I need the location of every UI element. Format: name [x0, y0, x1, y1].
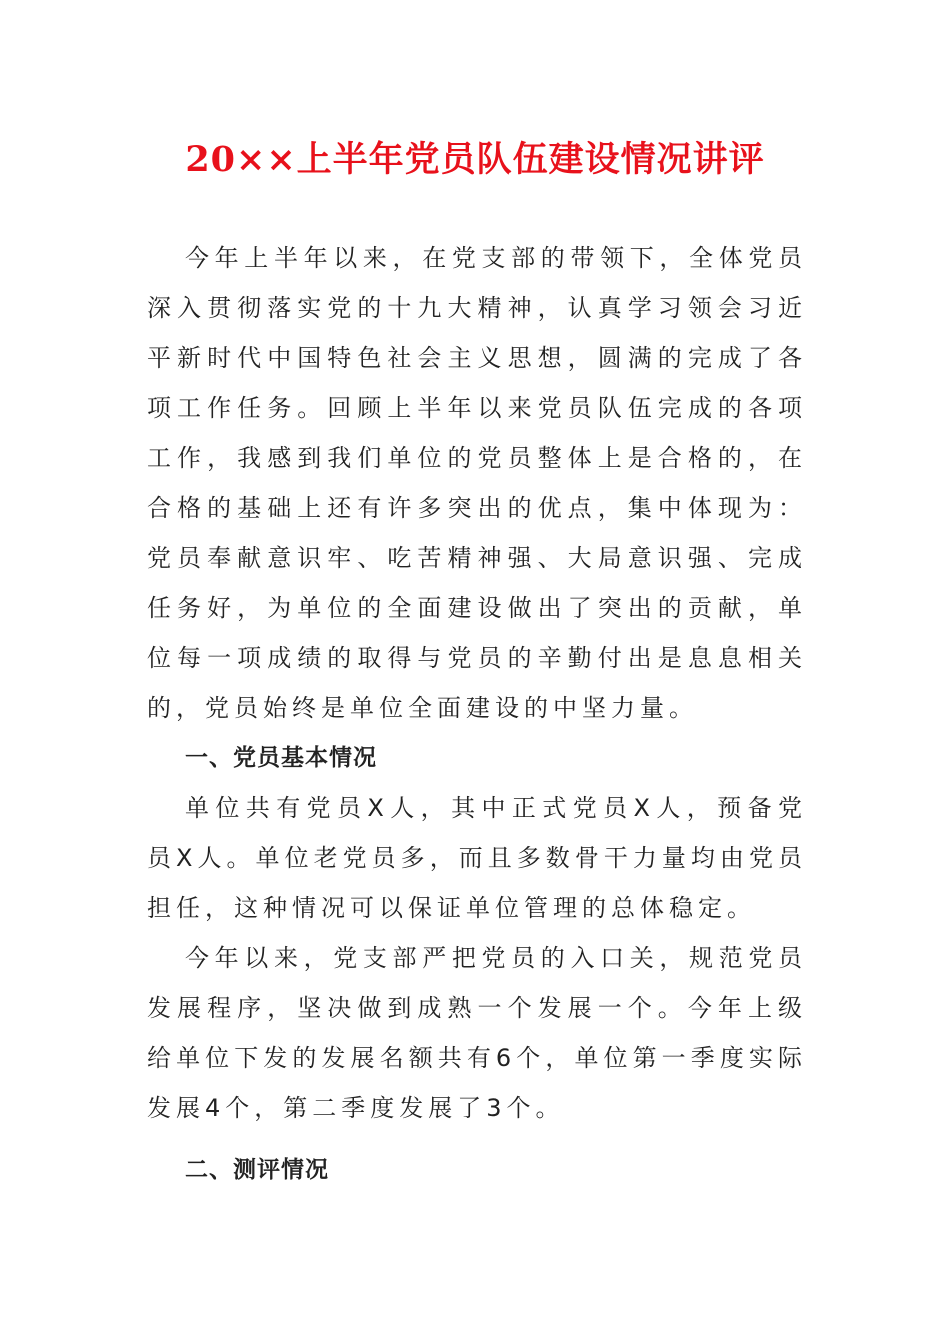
- intro-paragraph: 今年上半年以来，在党支部的带领下，全体党员深入贯彻落实党的十九大精神，认真学习领会习近平新时代中国特色社会主义思想，圆满的完成了各项工作任务。回顾上半年以来党员队伍完成的各项工作，我感到我们单位的党员整体上是合格的，在合格的基础上还有许多突出的优点，集中体现为：党员奉献意识牢、吃苦精神强、大局意识强、完成任务好，为单位的全面建设做出了突出的贡献，单位每一项成绩的取得与党员的辛勤付出是息息相关的，党员始终是单位全面建设的中坚力量。: [147, 244, 807, 722]
- section-heading-basic-info: 一、党员基本情况: [185, 745, 377, 771]
- basic-info-paragraph-1: 单位共有党员X人，其中正式党员X人，预备党员X人。单位老党员多，而且多数骨干力量均由党员担任，这种情况可以保证单位管理的总体稳定。: [147, 794, 807, 922]
- basic-info-paragraph-2: 今年以来，党支部严把党员的入口关，规范党员发展程序，坚决做到成熟一个发展一个。今年上级给单位下发的发展名额共有6个，单位第一季度实际发展4个，第二季度发展了3个。: [147, 944, 807, 1122]
- document-title: 20××上半年党员队伍建设情况讲评: [185, 139, 765, 180]
- document-body: [147, 233, 807, 1195]
- section-heading-evaluation: 二、测评情况: [185, 1157, 329, 1183]
